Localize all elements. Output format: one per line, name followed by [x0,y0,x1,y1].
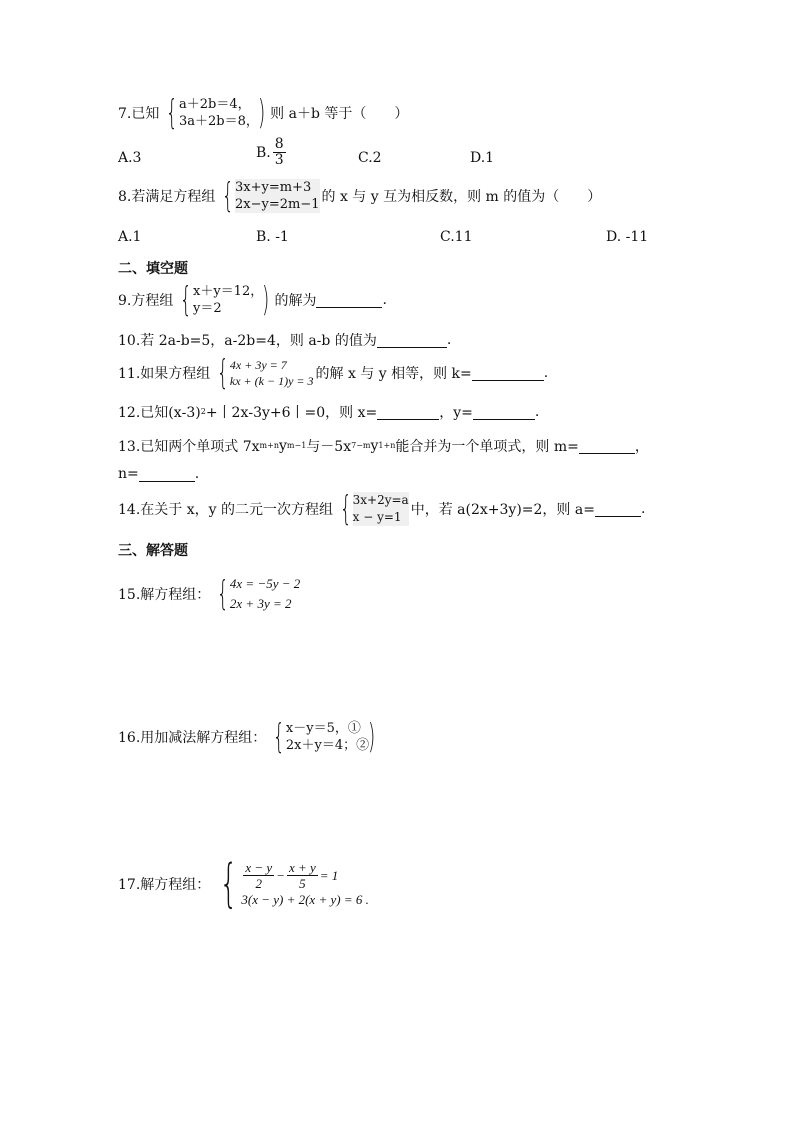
question-16 [118,717,380,757]
question-14 [118,489,646,529]
q11-eq1: 4x + 3y = 7 [229,358,287,372]
q13-line2: n= [118,466,139,482]
section-heading-solve: 三、解答题 [118,543,188,559]
question-12: 12.已知(x‐3) 2 +丨2x‐3y+6丨=0，则 x= ，y= . [118,404,540,421]
q11-answer-blank[interactable] [472,366,544,381]
q14-suffix: 中，若 a(2x+3y)=2，则 a= [410,502,595,518]
left-brace-icon: { [217,353,230,393]
q14-prefix: 14.在关于 x，y 的二元一次方程组 [118,502,333,518]
q13-answer-n-blank[interactable] [139,467,195,482]
right-paren-icon: ) [368,717,376,757]
question-13: 13.已知两个单项式 7x m+n y m−1 与－5x 7−m y 1+n 能合并为一个单项式，则 m= ， [118,438,649,455]
left-brace-icon: { [339,489,352,529]
q17-eq1 [241,860,369,891]
q15-system [212,574,300,614]
section-heading-fill-in: 二、填空题 [118,261,188,277]
q7-eq2: 3a＋2b＝8， [179,114,259,129]
q7-option-c: C.2 [358,150,382,166]
left-brace-icon: { [217,574,230,614]
left-brace-icon: { [180,280,193,320]
q8-option-b: B. ‐1 [256,229,289,245]
fraction-denominator: 3 [274,152,284,168]
q11-eq2: kx + (k − 1)y = 3 [229,374,314,388]
question-15 [118,574,302,614]
q9-eq2: y＝2 [193,301,222,316]
q13-mid: 与－5x [306,439,352,455]
q9-suffix: 的解为 [274,293,317,309]
q11-suffix: 的解 x 与 y 相等，则 k= [315,366,472,382]
q7-option-d: D.1 [470,150,495,166]
q7-option-b [256,137,288,168]
q8-suffix: 的 x 与 y 互为相反数，则 m 的值为（ ） [321,189,602,205]
q7-option-b-fraction [273,137,286,168]
q8-option-a: A.1 [118,229,142,245]
fraction-numerator: 8 [274,136,284,152]
q11-system [212,353,314,393]
q15-eq1: 4x = −5y − 2 [229,576,301,591]
left-brace-icon: { [219,854,238,914]
q17-fraction-1 [243,860,274,891]
q17-eq1-tail: = 1 [319,868,339,883]
q9-eq1: x＋y＝12， [193,284,264,299]
q8-eq1: 3x+y=m+3 [235,180,312,195]
q8-eq2: 2x−y=2m−1 [235,197,320,212]
question-8 [118,176,602,216]
left-brace-icon: { [222,176,235,216]
q9-end: . [382,292,387,308]
q10-end: . [446,332,452,348]
q10-text: 10.若 2a‐b=5，a‐2b=4，则 a‐b 的值为 [118,333,377,349]
fraction-numerator: x − y [245,860,273,875]
q16-system [268,717,378,757]
q13-y: y [278,438,287,454]
q13-end: ， [634,439,649,455]
q17-minus: − [276,868,285,883]
q17-eq2: 3(x − y) + 2(x + y) = 6 . [241,892,369,907]
q13-end2: . [194,466,200,482]
q14-eq2: x − y=1 [352,510,402,524]
q13-suffix: 能合并为一个单项式，则 m= [395,439,579,455]
q7-system [161,93,268,133]
q8-option-d: D. ‐11 [606,229,649,245]
fraction-numerator: x + y [288,860,316,875]
q10-answer-blank[interactable] [377,333,447,348]
right-paren-icon: ) [262,280,270,320]
q9-answer-blank[interactable] [316,293,382,308]
question-7 [118,93,409,133]
q14-end: . [640,501,646,517]
q15-eq2: 2x + 3y = 2 [229,596,292,611]
q7-suffix: 则 a＋b 等于（ ） [270,106,409,122]
q12-prefix: 12.已知(x‐3) [118,405,201,421]
q17-prefix: 17.解方程组： [118,877,211,893]
left-brace-icon: { [273,717,286,757]
q14-eq1: 3x+2y=a [352,493,409,507]
q8-system [217,176,320,216]
q8-prefix: 8.若满足方程组 [118,189,216,205]
q13-y2: y [370,438,379,454]
q7-option-a: A.3 [118,150,142,166]
fraction-denominator: 5 [299,876,306,891]
q11-end: . [543,365,549,381]
q16-eq2: 2x＋y＝4；② [285,738,370,753]
left-brace-icon: { [166,93,179,133]
q11-prefix: 11.如果方程组 [118,366,211,382]
question-13-line-2 [118,466,199,482]
q14-answer-blank[interactable] [595,502,641,517]
q17-system [212,854,369,914]
q17-fraction-2 [287,860,318,891]
q7-option-b-label: B. [256,144,271,161]
question-10 [118,330,451,350]
q16-eq1: x－y＝5，① [285,721,361,736]
q12-end: . [534,404,540,420]
right-paren-icon: ) [257,93,266,133]
q15-prefix: 15.解方程组： [118,587,211,603]
q16-prefix: 16.用加减法解方程组： [118,730,267,746]
q12-answer-y-blank[interactable] [473,405,535,420]
q13-answer-m-blank[interactable] [579,439,635,454]
q7-eq1: a＋2b＝4， [179,97,251,112]
q9-system [175,280,272,320]
question-17 [118,854,371,914]
q12-mid: +丨2x‐3y+6丨=0，则 x= [205,405,378,421]
question-11 [118,353,549,393]
question-9 [118,280,387,320]
q13-prefix: 13.已知两个单项式 7x [118,439,260,455]
q14-system [335,489,409,529]
q12-answer-x-blank[interactable] [377,405,439,420]
q8-option-c: C.11 [440,229,473,245]
q9-prefix: 9.方程组 [118,293,174,309]
q7-prefix: 7.已知 [118,106,160,122]
q12-comma: ，y= [439,405,473,421]
fraction-denominator: 2 [255,876,263,891]
